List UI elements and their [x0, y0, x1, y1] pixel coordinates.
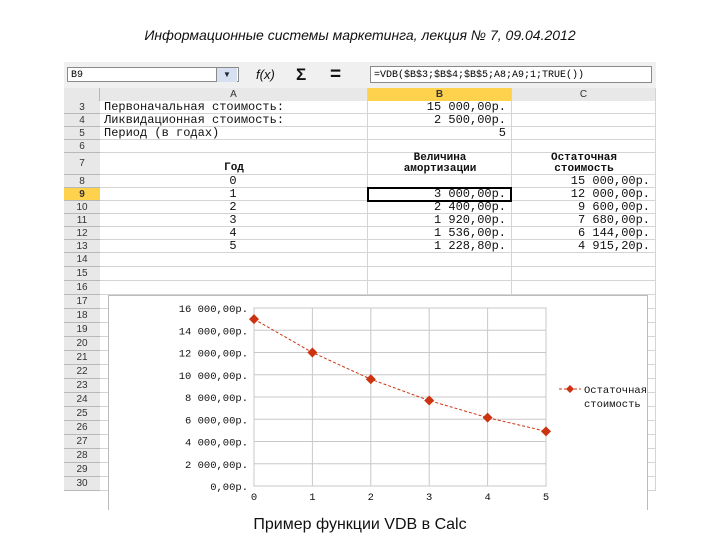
year-cell[interactable]: 2 [229, 200, 237, 214]
x-tick-label: 4 [484, 492, 491, 504]
column-gridline [655, 88, 656, 491]
param-label: Ликвидационная стоимость: [104, 113, 285, 127]
x-tick-label: 0 [250, 492, 258, 504]
residual-value-chart[interactable] [108, 295, 648, 510]
row-header[interactable]: 4 [64, 114, 100, 127]
row-header[interactable]: 8 [64, 175, 100, 188]
row-header[interactable]: 16 [64, 281, 100, 295]
chevron-down-icon[interactable]: ▼ [216, 68, 237, 82]
row-header[interactable]: 12 [64, 227, 100, 240]
year-header: Год [224, 162, 244, 174]
residual-cell[interactable]: 12 000,00р. [570, 187, 650, 201]
depreciation-cell[interactable]: 1 228,80р. [433, 239, 506, 253]
row-header[interactable]: 9 [64, 188, 100, 201]
row-header-corner [64, 88, 100, 101]
row-header[interactable]: 5 [64, 127, 100, 140]
year-cell[interactable]: 4 [229, 226, 237, 240]
column-header-b[interactable]: B [368, 88, 512, 101]
equals-icon[interactable]: = [330, 64, 342, 85]
column-header-a[interactable]: A [100, 88, 368, 101]
formula-input[interactable]: =VDB($B$3;$B$4;$B$5;A8;A9;1;TRUE()) [370, 66, 652, 83]
residual-cell[interactable]: 4 915,20р. [577, 239, 650, 253]
year-cell[interactable]: 0 [229, 174, 237, 188]
param-value[interactable]: 15 000,00р. [426, 100, 506, 114]
legend-marker [566, 385, 574, 393]
row-gridline [100, 266, 656, 267]
y-tick-label: 16 000,00р. [178, 304, 248, 316]
x-tick-label: 2 [367, 492, 374, 504]
y-tick-label: 2 000,00р. [184, 459, 248, 472]
row-header[interactable]: 22 [64, 365, 100, 379]
row-header[interactable]: 25 [64, 407, 100, 421]
depreciation-cell[interactable]: 1 920,00р. [433, 213, 506, 227]
row-header[interactable]: 10 [64, 201, 100, 214]
param-label: Первоначальная стоимость: [104, 100, 285, 114]
depreciation-header-line1: Величина [413, 152, 467, 164]
row-header[interactable]: 28 [64, 449, 100, 463]
cell-grid[interactable] [64, 88, 656, 510]
y-tick-label: 14 000,00р. [178, 326, 248, 339]
row-header[interactable]: 19 [64, 323, 100, 337]
residual-cell[interactable]: 9 600,00р. [577, 200, 650, 214]
y-tick-label: 10 000,00р. [178, 370, 248, 383]
spreadsheet-window [64, 62, 656, 510]
function-wizard-icon[interactable]: f(x) [256, 67, 275, 82]
legend-label-line2: стоимость [584, 399, 641, 411]
row-header[interactable]: 27 [64, 435, 100, 449]
y-tick-label: 8 000,00р. [184, 393, 248, 405]
residual-cell[interactable]: 6 144,00р. [577, 226, 650, 240]
y-tick-label: 12 000,00р. [178, 348, 248, 361]
y-tick-label: 0,00р. [210, 482, 248, 494]
row-header[interactable]: 18 [64, 309, 100, 323]
row-header[interactable]: 3 [64, 101, 100, 114]
residual-header-line1: Остаточная [550, 152, 617, 164]
row-header[interactable]: 15 [64, 267, 100, 281]
row-header[interactable]: 23 [64, 379, 100, 393]
row-header[interactable]: 26 [64, 421, 100, 435]
param-value[interactable]: 2 500,00р. [433, 113, 506, 127]
row-header[interactable]: 29 [64, 463, 100, 477]
legend-label-line1: Остаточная [584, 385, 648, 397]
selected-cell-cursor[interactable] [367, 187, 512, 202]
x-tick-label: 5 [542, 492, 550, 504]
year-cell[interactable]: 5 [229, 239, 237, 253]
row-header[interactable]: 14 [64, 253, 100, 267]
y-tick-label: 6 000,00р. [184, 415, 248, 428]
year-cell[interactable]: 3 [229, 213, 237, 227]
depreciation-header-line2: амортизации [403, 163, 477, 175]
formula-bar [64, 62, 656, 89]
x-tick-label: 3 [426, 492, 433, 504]
row-gridline [100, 280, 656, 281]
depreciation-cell[interactable]: 1 536,00р. [433, 226, 506, 240]
param-label: Период (в годах) [104, 126, 220, 140]
residual-cell[interactable]: 7 680,00р. [577, 213, 650, 227]
row-header[interactable]: 6 [64, 140, 100, 153]
row-header[interactable]: 13 [64, 240, 100, 253]
slide-caption: Пример функции VDB в Calc [253, 516, 467, 533]
depreciation-cell[interactable]: 3 000,00р. [433, 187, 506, 201]
name-box[interactable]: B9 [67, 67, 239, 82]
row-header[interactable]: 21 [64, 351, 100, 365]
x-tick-label: 1 [309, 492, 316, 504]
column-header-c[interactable]: C [512, 88, 656, 101]
slide-title: Информационные системы маркетинга, лекция № 7, 09.04.2012 [144, 27, 576, 43]
param-value[interactable]: 5 [498, 126, 506, 140]
residual-header-line2: стоимость [554, 163, 614, 175]
row-header[interactable]: 20 [64, 337, 100, 351]
row-header[interactable]: 24 [64, 393, 100, 407]
year-cell[interactable]: 1 [229, 187, 237, 201]
row-header[interactable]: 17 [64, 295, 100, 309]
row-header[interactable]: 30 [64, 477, 100, 491]
depreciation-cell[interactable]: 2 400,00р. [433, 200, 506, 214]
sum-icon[interactable]: Σ [296, 65, 307, 84]
row-header[interactable]: 7 [64, 153, 100, 175]
row-header[interactable]: 11 [64, 214, 100, 227]
residual-cell[interactable]: 15 000,00р. [570, 174, 650, 188]
y-tick-label: 4 000,00р. [184, 437, 248, 450]
